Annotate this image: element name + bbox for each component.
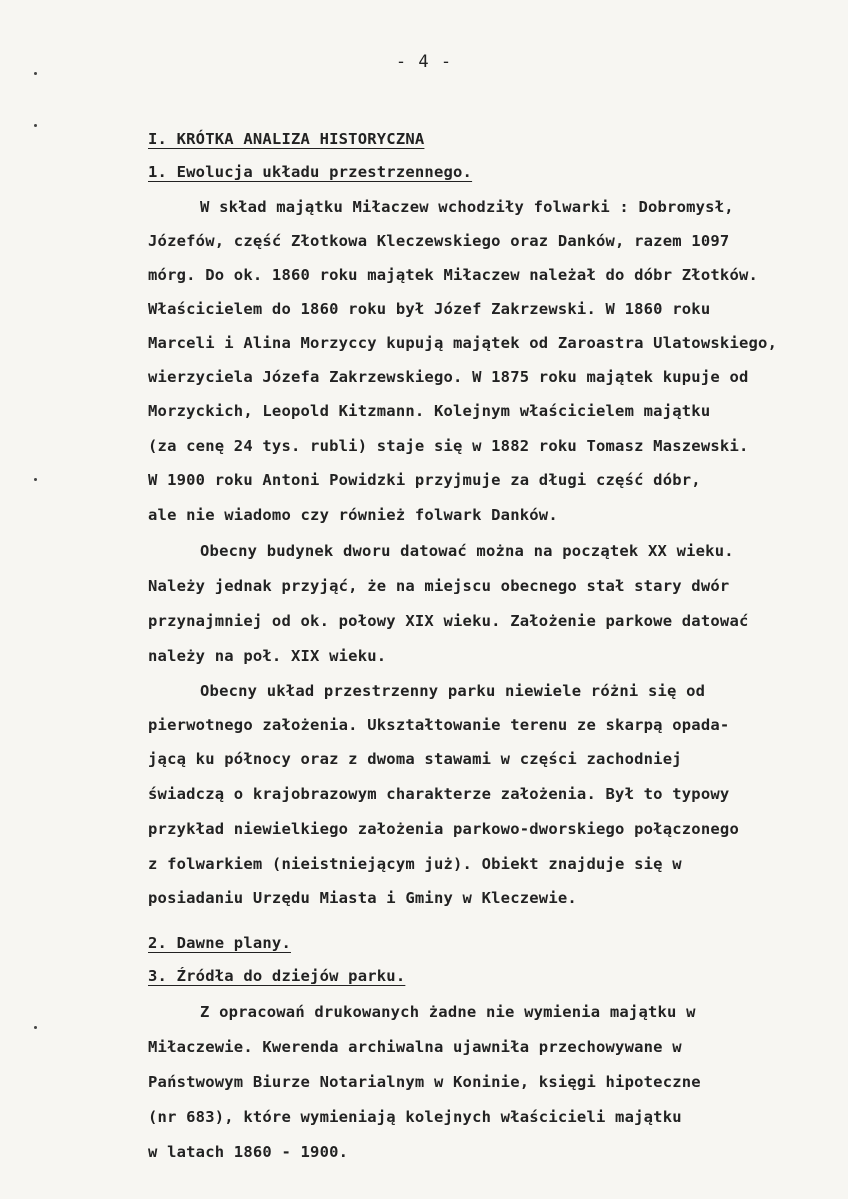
text-line: Właścicielem do 1860 roku był Józef Zakrzewski. W 1860 roku [148, 300, 711, 318]
section-heading: I. KRÓTKA ANALIZA HISTORYCZNA [148, 130, 425, 148]
text-line: należy na poł. XIX wieku. [148, 647, 387, 665]
text-line: Należy jednak przyjąć, że na miejscu obecnego stał stary dwór [148, 577, 730, 595]
text-line: (za cenę 24 tys. rubli) staje się w 1882 roku Tomasz Maszewski. [148, 437, 749, 455]
margin-dot [34, 72, 37, 75]
text-line: ale nie wiadomo czy również folwark Danków. [148, 506, 558, 524]
text-line: mórg. Do ok. 1860 roku majątek Miłaczew należał do dóbr Złotków. [148, 266, 759, 284]
text-line: jącą ku północy oraz z dwoma stawami w części zachodniej [148, 750, 682, 768]
text-line: wierzyciela Józefa Zakrzewskiego. W 1875 roku majątek kupuje od [148, 368, 749, 386]
text-line: Józefów, część Złotkowa Kleczewskiego oraz Danków, razem 1097 [148, 232, 730, 250]
text-line: (nr 683), które wymieniają kolejnych właścicieli majątku [148, 1108, 682, 1126]
text-line: pierwotnego założenia. Ukształtowanie terenu ze skarpą opada- [148, 716, 730, 734]
text-line: przykład niewielkiego założenia parkowo-dworskiego połączonego [148, 820, 739, 838]
text-line: Państwowym Biurze Notarialnym w Koninie, księgi hipoteczne [148, 1073, 701, 1091]
text-line: posiadaniu Urzędu Miasta i Gminy w Kleczewie. [148, 889, 577, 907]
margin-dot [34, 124, 37, 127]
page-number: - 4 - [395, 52, 453, 72]
text-line: Marceli i Alina Morzyccy kupują majątek od Zaroastra Ulatowskiego, [148, 334, 778, 352]
text-line: z folwarkiem (nieistniejącym już). Obiekt znajduje się w [148, 855, 682, 873]
text-line: Obecny budynek dworu datować można na początek XX wieku. [200, 542, 734, 560]
subsection-heading-2: 2. Dawne plany. [148, 934, 291, 952]
subsection-heading-1: 1. Ewolucja układu przestrzennego. [148, 163, 473, 181]
text-line: Morzyckich, Leopold Kitzmann. Kolejnym właścicielem majątku [148, 402, 711, 420]
text-line: W 1900 roku Antoni Powidzki przyjmuje za długi część dóbr, [148, 471, 701, 489]
text-line: Miłaczewie. Kwerenda archiwalna ujawniła przechowywane w [148, 1038, 682, 1056]
subsection-heading-3: 3. Źródła do dziejów parku. [148, 967, 406, 985]
margin-dot [34, 478, 37, 481]
text-line: W skład majątku Miłaczew wchodziły folwarki : Dobromysł, [200, 198, 734, 216]
margin-dot [34, 1026, 37, 1029]
text-line: świadczą o krajobrazowym charakterze założenia. Był to typowy [148, 785, 730, 803]
text-line: przynajmniej od ok. połowy XIX wieku. Założenie parkowe datować [148, 612, 749, 630]
text-line: Z opracowań drukowanych żadne nie wymienia majątku w [200, 1003, 696, 1021]
text-line: w latach 1860 - 1900. [148, 1143, 349, 1161]
text-line: Obecny układ przestrzenny parku niewiele różni się od [200, 682, 706, 700]
